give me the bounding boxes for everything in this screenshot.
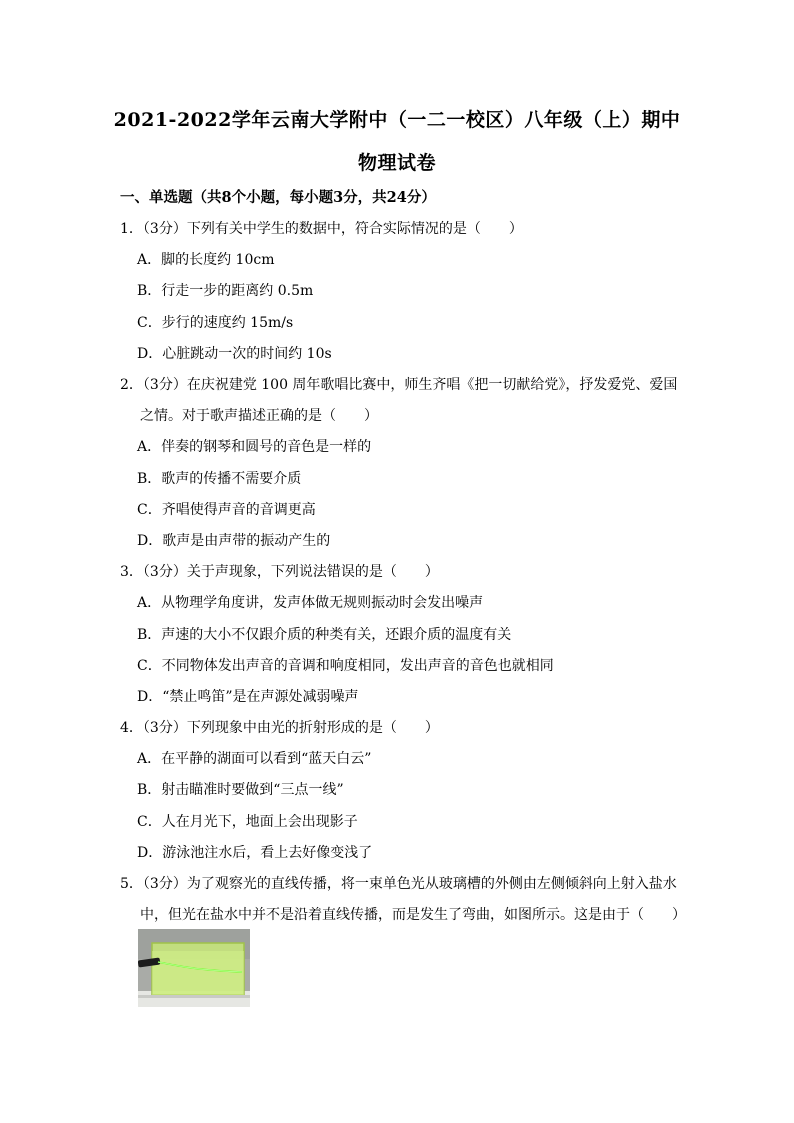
question-4-option-c: C．人在月光下，地面上会出现影子 (137, 814, 358, 830)
question-4-stem: 4．（3分）下列现象中由光的折射形成的是（ ） (120, 720, 439, 736)
question-2-option-c: C．齐唱使得声音的音调更高 (137, 502, 316, 518)
question-4-option-a: A．在平静的湖面可以看到“蓝天白云” (137, 751, 372, 767)
question-5-stem: 5．（3分）为了观察光的直线传播，将一束单色光从玻璃槽的外侧由左侧倾斜向上射入盐水 (120, 876, 677, 892)
question-4-option-d: D．游泳池注水后，看上去好像变浅了 (137, 845, 373, 861)
exam-title-line1: 2021-2022学年云南大学附中（一二一校区）八年级（上）期中 (113, 109, 681, 131)
laser-tank-photo (138, 929, 250, 1007)
question-1-option-d: D．心脏跳动一次的时间约 10s (137, 346, 332, 362)
question-2-option-a: A．伴奏的钢琴和圆号的音色是一样的 (137, 439, 372, 455)
question-1-stem: 1．（3分）下列有关中学生的数据中，符合实际情况的是（ ） (120, 221, 523, 237)
question-5-stem-cont: 中，但光在盐水中并不是沿着直线传播，而是发生了弯曲，如图所示。这是由于（ ） (140, 907, 686, 923)
laser-tank-illustration (138, 929, 250, 1007)
question-1-option-c: C．步行的速度约 15m/s (137, 315, 294, 331)
question-2-option-d: D．歌声是由声带的振动产生的 (137, 533, 331, 549)
question-3-option-b: B．声速的大小不仅跟介质的种类有关，还跟介质的温度有关 (137, 627, 512, 643)
salt-water (152, 951, 244, 995)
question-2-option-b: B．歌声的传播不需要介质 (137, 471, 302, 487)
question-2-stem-cont: 之情。对于歌声描述正确的是（ ） (140, 408, 378, 424)
tank-shadow (138, 995, 250, 998)
question-2-stem: 2．（3分）在庆祝建党 100 周年歌唱比赛中，师生齐唱《把一切献给党》，抒发爱党、爱国 (120, 377, 678, 393)
question-3-option-d: D．“禁止鸣笛”是在声源处减弱噪声 (137, 689, 359, 705)
question-3-option-a: A．从物理学角度讲，发声体做无规则振动时会发出噪声 (137, 595, 484, 611)
question-4-option-b: B．射击瞄准时要做到“三点一线” (137, 782, 344, 798)
question-3-option-c: C．不同物体发出声音的音调和响度相同，发出声音的音色也就相同 (137, 658, 554, 674)
question-1-option-a: A．脚的长度约 10cm (137, 252, 275, 268)
section-heading: 一、单选题（共8个小题，每小题3分，共24分） (120, 189, 436, 206)
exam-title-line2: 物理试卷 (357, 152, 436, 174)
question-1-option-b: B．行走一步的距离约 0.5m (137, 283, 314, 299)
question-3-stem: 3．（3分）关于声现象，下列说法错误的是（ ） (120, 564, 439, 580)
